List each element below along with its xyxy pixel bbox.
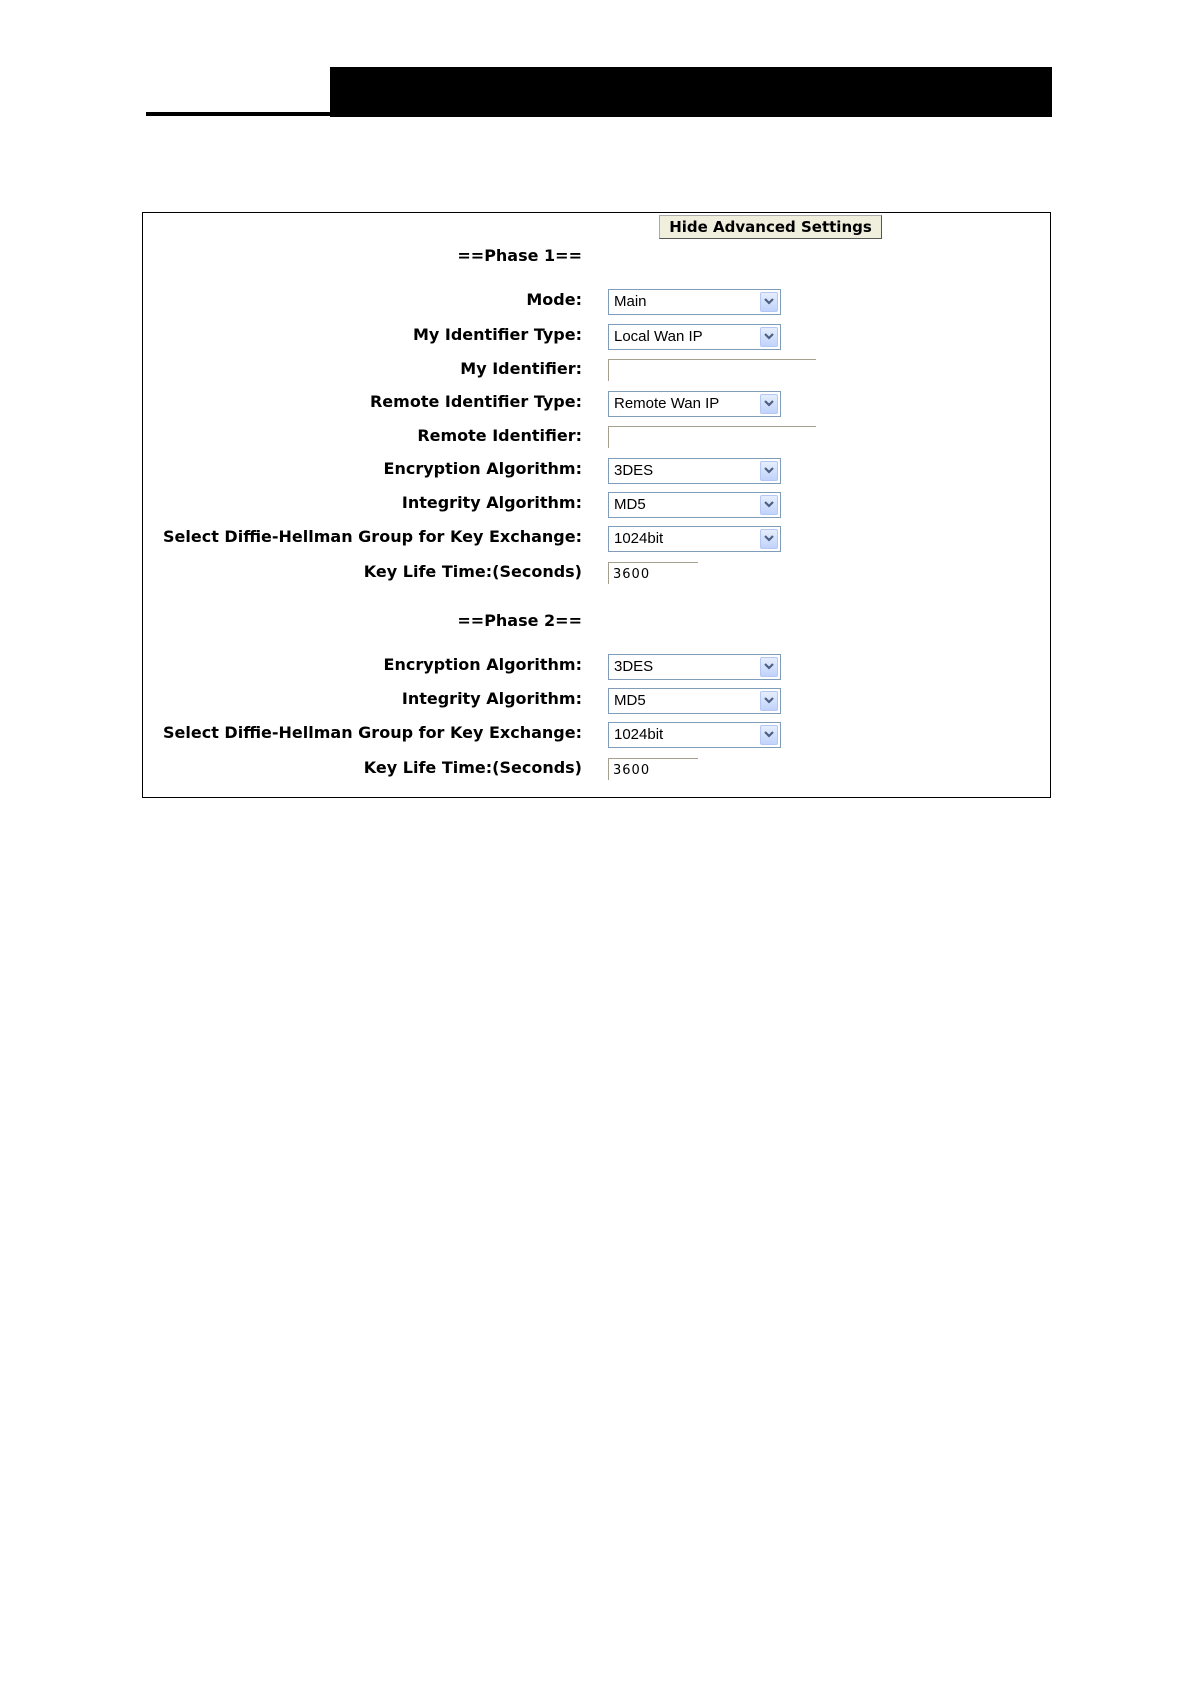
my-identifier-field[interactable]	[608, 359, 816, 381]
chevron-down-icon[interactable]	[760, 529, 778, 549]
remote-identifier-type-label: Remote Identifier Type:	[369, 392, 582, 411]
chevron-down-icon[interactable]	[760, 725, 778, 745]
my-identifier-label: My Identifier:	[460, 359, 582, 378]
header-rule	[146, 112, 330, 116]
chevron-down-icon[interactable]	[760, 327, 778, 347]
phase2-key-life-time-value: 3600	[613, 763, 651, 778]
phase1-encryption-algorithm-select[interactable]	[608, 458, 781, 484]
phase2-dh-group-value: 1024bit	[614, 726, 664, 743]
phase1-key-life-time-value: 3600	[613, 567, 651, 582]
phase2-heading: ==Phase 2==	[457, 611, 582, 630]
phase2-key-life-time-field[interactable]	[608, 758, 698, 780]
phase2-dh-group-select[interactable]	[608, 722, 781, 748]
phase1-key-life-time-label: Key Life Time:(Seconds)	[363, 562, 582, 581]
phase1-encryption-algorithm-label: Encryption Algorithm:	[383, 459, 582, 478]
phase2-encryption-algorithm-select[interactable]	[608, 654, 781, 680]
hide-advanced-settings-button[interactable]: Hide Advanced Settings	[659, 215, 882, 239]
my-identifier-type-select[interactable]	[608, 324, 781, 350]
chevron-down-icon[interactable]	[760, 495, 778, 515]
chevron-down-icon[interactable]	[760, 394, 778, 414]
remote-identifier-type-select[interactable]	[608, 391, 781, 417]
phase1-integrity-algorithm-select[interactable]	[608, 492, 781, 518]
phase1-dh-group-value: 1024bit	[614, 530, 664, 547]
phase1-integrity-algorithm-value: MD5	[614, 496, 646, 513]
phase2-encryption-algorithm-label: Encryption Algorithm:	[383, 655, 582, 674]
my-identifier-type-label: My Identifier Type:	[412, 325, 582, 344]
phase1-integrity-algorithm-label: Integrity Algorithm:	[401, 493, 582, 512]
phase1-dh-group-label: Select Diffie-Hellman Group for Key Exchange:	[163, 527, 582, 546]
chevron-down-icon[interactable]	[760, 691, 778, 711]
phase2-integrity-algorithm-label: Integrity Algorithm:	[401, 689, 582, 708]
phase1-heading: ==Phase 1==	[457, 246, 582, 265]
phase2-encryption-algorithm-value: 3DES	[614, 658, 654, 675]
remote-identifier-label: Remote Identifier:	[417, 426, 582, 445]
phase1-key-life-time-field[interactable]	[608, 562, 698, 584]
remote-identifier-field[interactable]	[608, 426, 816, 448]
phase1-encryption-algorithm-value: 3DES	[614, 462, 654, 479]
chevron-down-icon[interactable]	[760, 292, 778, 312]
advanced-settings-panel	[142, 212, 1051, 798]
phase2-integrity-algorithm-select[interactable]	[608, 688, 781, 714]
header-bar	[330, 67, 1052, 117]
chevron-down-icon[interactable]	[760, 657, 778, 677]
remote-identifier-type-value: Remote Wan IP	[614, 395, 720, 412]
my-identifier-type-value: Local Wan IP	[614, 328, 703, 345]
chevron-down-icon[interactable]	[760, 461, 778, 481]
mode-label: Mode:	[526, 290, 582, 309]
mode-select[interactable]	[608, 289, 781, 315]
phase2-integrity-algorithm-value: MD5	[614, 692, 646, 709]
phase1-dh-group-select[interactable]	[608, 526, 781, 552]
mode-value: Main	[614, 293, 647, 310]
phase2-key-life-time-label: Key Life Time:(Seconds)	[363, 758, 582, 777]
phase2-dh-group-label: Select Diffie-Hellman Group for Key Exchange:	[163, 723, 582, 742]
